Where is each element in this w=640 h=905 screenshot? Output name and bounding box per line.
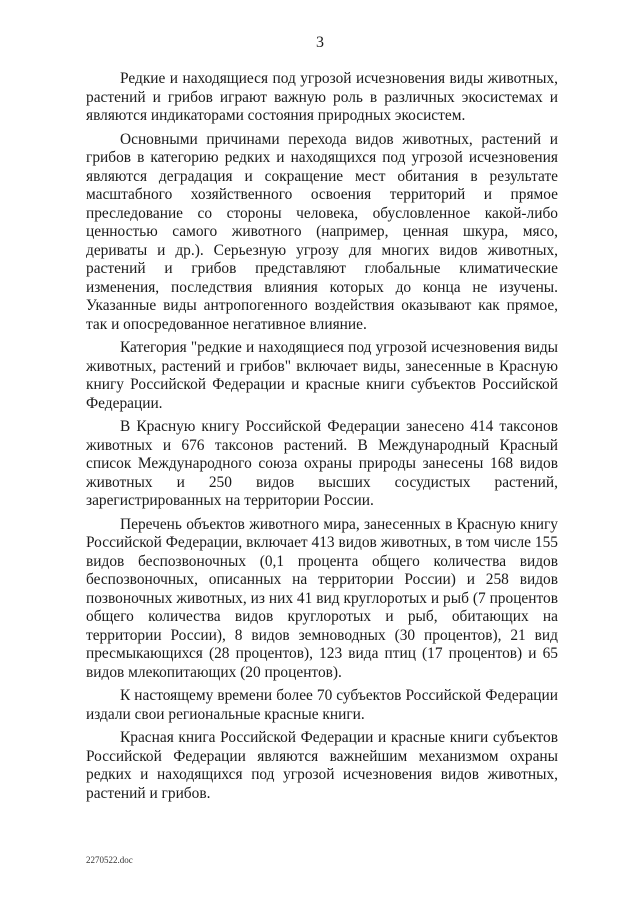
paragraph-4: В Красную книгу Российской Федерации занесено 414 таксонов животных и 676 таксонов растений. В Международный Красный список Международного союза охраны природы занесены 168 видов животных и 250 видов высших сосудистых растений, зарегистрированных на территории России. [86,418,558,509]
paragraph-5: Перечень объектов животного мира, занесенных в Красную книгу Российской Федерации, включает 413 видов животных, в том числе 155 видов беспозвоночных (0,1 процента общего количества видов беспозвоночных, описанных на территории России) и 258 видов позвоночных животных, из них 41 вид круглоротых и рыб (7 процентов общего количества видов круглоротых и рыб, обитающих на территории России), 8 видов земноводных (30 процентов), 21 вид пресмыкающихся (28 процентов), 123 вида птиц (17 процентов) и 65 видов млекопитающих (20 процентов). [86,515,558,681]
paragraph-3: Категория "редкие и находящиеся под угрозой исчезновения виды животных, растений и грибов" включает виды, занесенные в Красную книгу Российской Федерации и красные книги субъектов Российской Федерации. [86,339,558,412]
paragraph-1: Редкие и находящиеся под угрозой исчезновения виды животных, растений и грибов играют важную роль в различных экосистемах и являются индикаторами состояния природных экосистем. [86,70,558,124]
paragraph-2: Основными причинами перехода видов животных, растений и грибов в категорию редких и находящихся под угрозой исчезновения являются деградация и сокращение мест обитания в результате масштабного хозяйственного освоения территорий и прямое преследование со стороны человека, обусловленное какой-либо ценностью самого животного (например, ценная шкура, мясо, дериваты и др.). Серьезную угрозу для многих видов животных, растений и грибов представляют глобальные климатические изменения, последствия влияния которых до конца не изучены. Указанные виды антропогенного воздействия оказывают как прямое, так и опосредованное негативное влияние. [86,130,558,333]
page-number: 3 [316,34,324,51]
document-file-code: 2270522.doc [86,855,133,865]
paragraph-6: К настоящему времени более 70 субъектов Российской Федерации издали свои региональные красные книги. [86,687,558,723]
paragraph-7: Красная книга Российской Федерации и красные книги субъектов Российской Федерации являются важнейшим механизмом охраны редких и находящихся под угрозой исчезновения видов животных, растений и грибов. [86,729,558,802]
document-body [86,70,558,808]
